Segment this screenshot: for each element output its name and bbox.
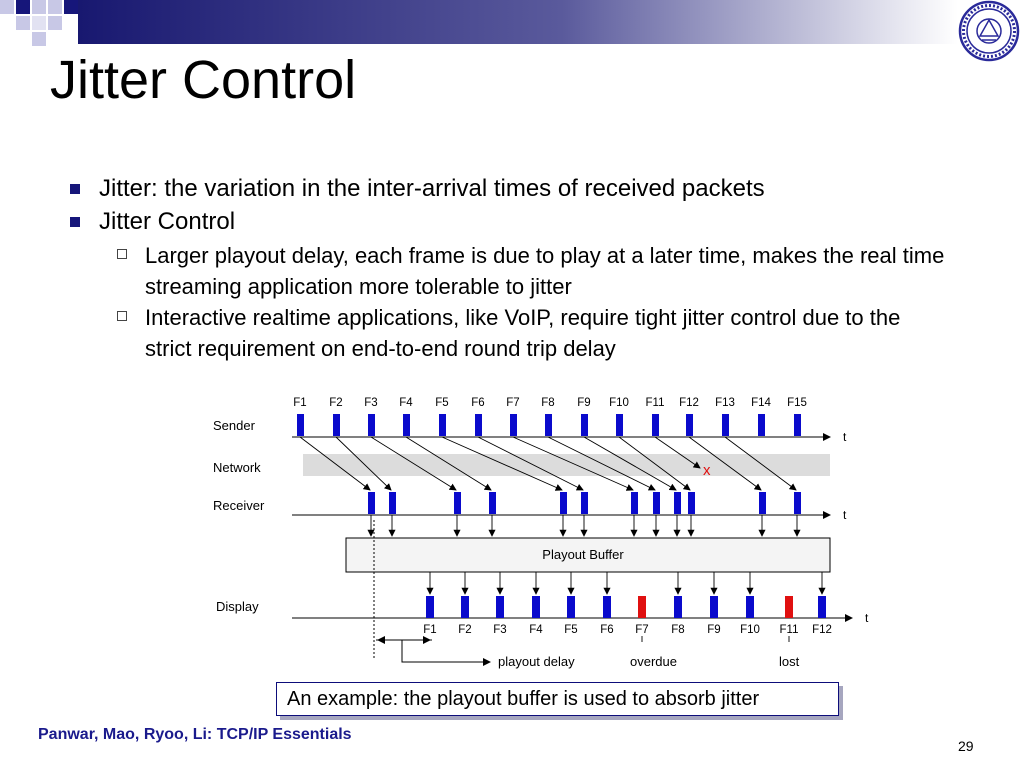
display-frame-label: F6	[600, 624, 614, 636]
sender-time-label: t	[843, 430, 847, 444]
display-frame-label: F2	[458, 624, 472, 636]
display-frame-label: F9	[707, 624, 721, 636]
sender-label: Sender	[213, 418, 255, 433]
sender-frame-label: F5	[435, 397, 449, 409]
receiver-frame	[581, 492, 588, 514]
sub-bullet-text: Larger playout delay, each frame is due to play at a later time, makes the real time streaming application more tolerable to jitter	[145, 243, 945, 299]
sender-frame-F8	[545, 414, 552, 436]
display-frame-label: F3	[493, 624, 507, 636]
receiver-frame	[454, 492, 461, 514]
sender-frame-F13	[722, 414, 729, 436]
receiver-frame	[674, 492, 681, 514]
display-frame-label: F11	[779, 624, 799, 636]
sender-frame-label: F14	[751, 397, 771, 409]
university-seal-logo	[958, 0, 1020, 62]
display-frame-F10	[746, 596, 754, 618]
sender-frame-F3	[368, 414, 375, 436]
display-frame-label: F4	[529, 624, 543, 636]
sender-frame-label: F13	[715, 397, 735, 409]
sender-frame-F14	[758, 414, 765, 436]
playout-buffer-label: Playout Buffer	[542, 547, 624, 562]
sender-frame-F7	[510, 414, 517, 436]
page-number: 29	[958, 738, 974, 754]
playout-delay-callout	[402, 640, 490, 662]
network-label: Network	[213, 460, 261, 475]
display-frame-F8	[674, 596, 682, 618]
sender-frame-label: F7	[506, 397, 520, 409]
hollow-square-bullet-icon	[117, 311, 127, 321]
square-bullet-icon	[70, 217, 80, 227]
display-frame-label: F8	[671, 624, 685, 636]
hollow-square-bullet-icon	[117, 249, 127, 259]
sender-frame-label: F8	[541, 397, 555, 409]
sender-frame-F15	[794, 414, 801, 436]
display-label: Display	[216, 599, 259, 614]
sender-frame-F10	[616, 414, 623, 436]
display-frame-F12	[818, 596, 826, 618]
sender-frame-F5	[439, 414, 446, 436]
sender-frame-label: F1	[293, 397, 307, 409]
footer-credit: Panwar, Mao, Ryoo, Li: TCP/IP Essentials	[38, 726, 352, 743]
title-bar-decoration	[0, 0, 1024, 46]
display-frame-label: F5	[564, 624, 578, 636]
display-frame-F7	[638, 596, 646, 618]
receiver-label: Receiver	[213, 498, 265, 513]
overdue-label: overdue	[630, 654, 677, 669]
display-frame-F3	[496, 596, 504, 618]
display-frame-label: F7	[635, 624, 649, 636]
sender-frame-label: F11	[645, 397, 665, 409]
receiver-frame	[368, 492, 375, 514]
display-frame-label: F1	[423, 624, 437, 636]
receiver-frame	[653, 492, 660, 514]
sender-frame-label: F12	[679, 397, 699, 409]
lost-packet-x-marker: x	[703, 462, 711, 479]
receiver-frame	[389, 492, 396, 514]
receiver-frame	[631, 492, 638, 514]
display-frame-F1	[426, 596, 434, 618]
slide-title: Jitter Control	[50, 50, 357, 110]
sender-frame-F4	[403, 414, 410, 436]
bullet-text: Jitter: the variation in the inter-arrival times of received packets	[99, 175, 765, 202]
sender-frame-label: F6	[471, 397, 485, 409]
sender-frame-F12	[686, 414, 693, 436]
sender-frame-label: F10	[609, 397, 629, 409]
display-frame-F2	[461, 596, 469, 618]
lost-label: lost	[779, 654, 800, 669]
sender-frame-label: F15	[787, 397, 807, 409]
display-frame-label: F12	[812, 624, 832, 636]
sender-frame-F11	[652, 414, 659, 436]
display-frame-F5	[567, 596, 575, 618]
bullet-text: Jitter Control	[99, 208, 236, 235]
network-band	[303, 454, 830, 476]
sender-frame-label: F4	[399, 397, 413, 409]
receiver-frame	[794, 492, 801, 514]
display-frame-F11	[785, 596, 793, 618]
sender-frame-label: F9	[577, 397, 591, 409]
playout-delay-label: playout delay	[498, 654, 575, 669]
receiver-frame	[560, 492, 567, 514]
sender-frame-F2	[333, 414, 340, 436]
display-time-label: t	[865, 611, 869, 625]
display-frame-F9	[710, 596, 718, 618]
display-frame-F6	[603, 596, 611, 618]
square-bullet-icon	[70, 184, 80, 194]
display-frame-F4	[532, 596, 540, 618]
sender-frame-label: F2	[329, 397, 343, 409]
sender-frame-F6	[475, 414, 482, 436]
sub-bullet-text: Interactive realtime applications, like VoIP, require tight jitter control due to the strict requirement on end-to-end round trip delay	[145, 305, 901, 361]
sender-frame-F1	[297, 414, 304, 436]
receiver-frame	[489, 492, 496, 514]
display-frame-label: F10	[740, 624, 760, 636]
diagram-caption: An example: the playout buffer is used to absorb jitter	[276, 682, 839, 716]
receiver-frame	[759, 492, 766, 514]
receiver-frame	[688, 492, 695, 514]
jitter-playout-diagram	[205, 388, 869, 678]
sender-frame-F9	[581, 414, 588, 436]
receiver-time-label: t	[843, 508, 847, 522]
sender-frame-label: F3	[364, 397, 378, 409]
